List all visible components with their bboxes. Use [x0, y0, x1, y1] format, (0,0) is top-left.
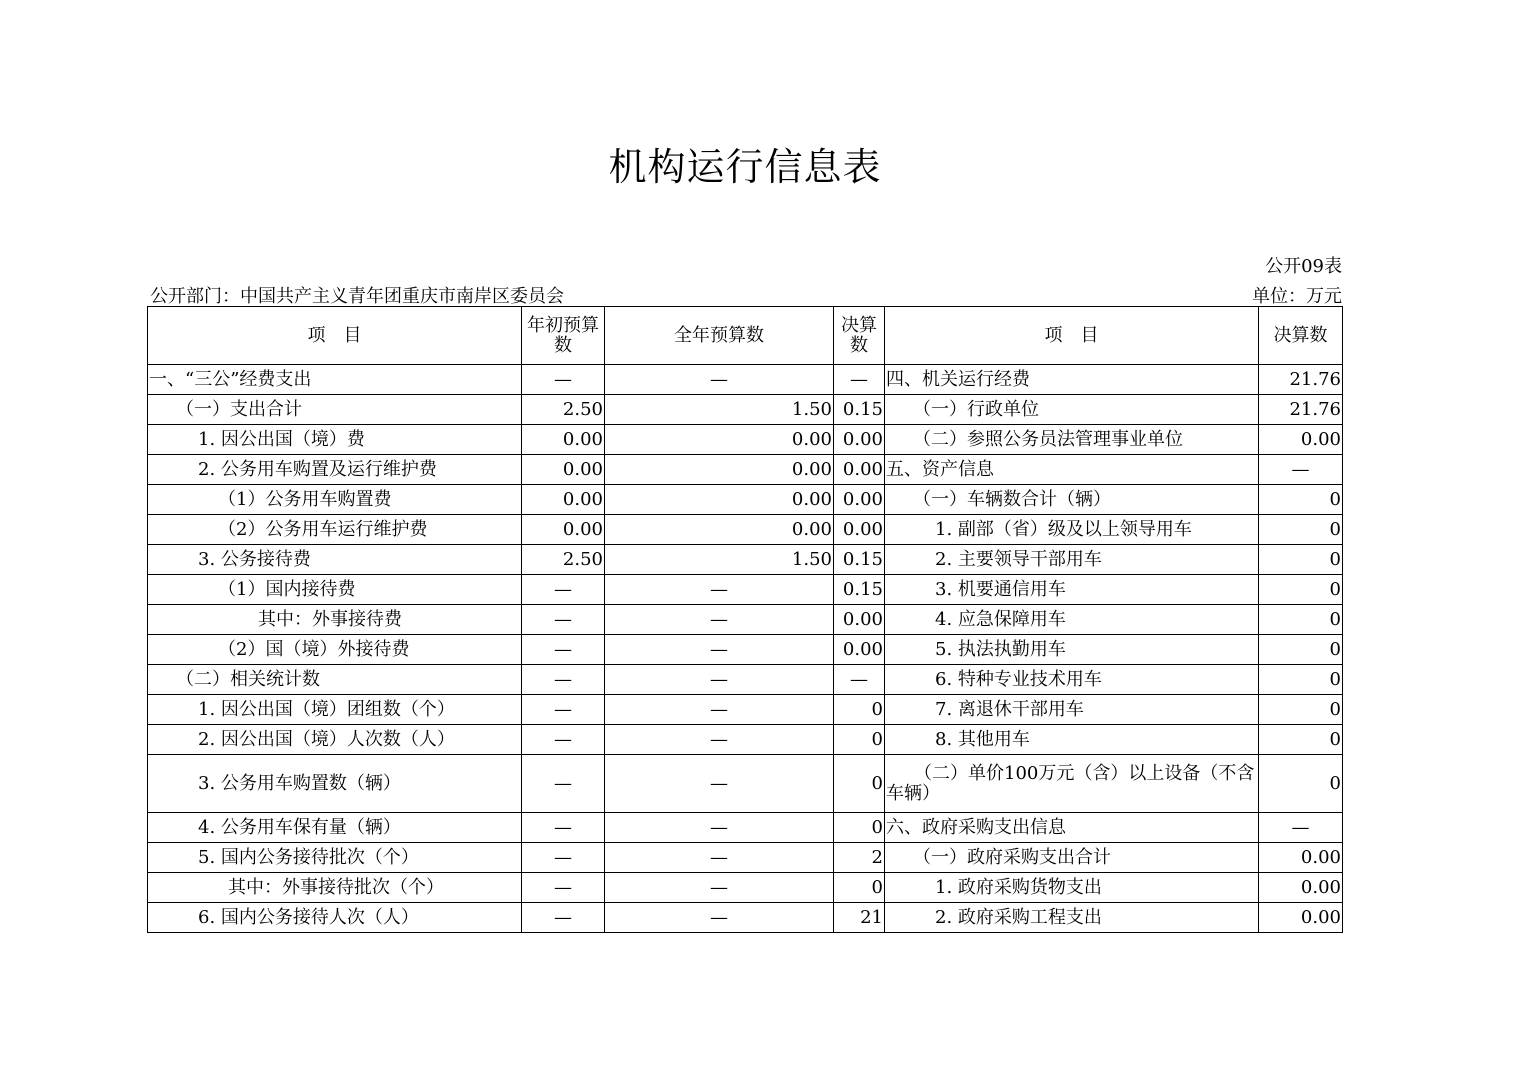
table-row: [148, 395, 1343, 425]
right-row-label: （一）行政单位: [885, 395, 1259, 425]
right-final-cell: 0: [1259, 545, 1343, 575]
initial-budget-cell: —: [522, 873, 605, 903]
final-cell: 0: [834, 755, 885, 813]
right-row-label: 6. 特种专业技术用车: [885, 665, 1259, 695]
right-final-cell: 0.00: [1259, 873, 1343, 903]
row-label: 5. 国内公务接待批次（个）: [148, 843, 522, 873]
right-final-cell: 0: [1259, 695, 1343, 725]
right-final-cell: 0: [1259, 605, 1343, 635]
full-budget-cell: —: [605, 695, 834, 725]
right-row-label: 六、政府采购支出信息: [885, 813, 1259, 843]
row-label: 3. 公务接待费: [148, 545, 522, 575]
full-budget-cell: 1.50: [605, 545, 834, 575]
row-label: 4. 公务用车保有量（辆）: [148, 813, 522, 843]
table-row: [148, 635, 1343, 665]
initial-budget-cell: —: [522, 575, 605, 605]
department-label: 公开部门：中国共产主义青年团重庆市南岸区委员会: [150, 286, 564, 307]
initial-budget-cell: —: [522, 695, 605, 725]
table-row: [148, 755, 1343, 813]
right-final-cell: 0: [1259, 575, 1343, 605]
right-row-label: （二）单价100万元（含）以上设备（不含车辆）: [885, 755, 1259, 813]
unit-label: 单位：万元: [1252, 286, 1342, 307]
full-budget-cell: —: [605, 725, 834, 755]
initial-budget-cell: —: [522, 755, 605, 813]
header-item-left: 项 目: [148, 307, 522, 365]
final-cell: 0: [834, 695, 885, 725]
row-label: 2. 公务用车购置及运行维护费: [148, 455, 522, 485]
right-row-label: 1. 副部（省）级及以上领导用车: [885, 515, 1259, 545]
right-row-label: 1. 政府采购货物支出: [885, 873, 1259, 903]
final-cell: 0.15: [834, 545, 885, 575]
right-row-label: 7. 离退休干部用车: [885, 695, 1259, 725]
row-label: 1. 因公出国（境）团组数（个）: [148, 695, 522, 725]
row-label: （1）国内接待费: [148, 575, 522, 605]
full-budget-cell: —: [605, 575, 834, 605]
row-label: 其中：外事接待批次（个）: [148, 873, 522, 903]
right-row-label: 5. 执法执勤用车: [885, 635, 1259, 665]
right-final-cell: 21.76: [1259, 365, 1343, 395]
initial-budget-cell: 0.00: [522, 425, 605, 455]
header-final-right: 决算数: [1259, 307, 1343, 365]
right-row-label: 8. 其他用车: [885, 725, 1259, 755]
full-budget-cell: —: [605, 635, 834, 665]
final-cell: 0: [834, 813, 885, 843]
header-final-left: 决算数: [834, 307, 885, 365]
initial-budget-cell: 0.00: [522, 515, 605, 545]
initial-budget-cell: —: [522, 903, 605, 933]
final-cell: 0.15: [834, 575, 885, 605]
right-final-cell: —: [1259, 813, 1343, 843]
initial-budget-cell: —: [522, 725, 605, 755]
row-label: 3. 公务用车购置数（辆）: [148, 755, 522, 813]
table-row: [148, 695, 1343, 725]
right-final-cell: 0: [1259, 755, 1343, 813]
full-budget-cell: —: [605, 665, 834, 695]
row-label: 其中：外事接待费: [148, 605, 522, 635]
row-label: 2. 因公出国（境）人次数（人）: [148, 725, 522, 755]
right-final-cell: 0.00: [1259, 903, 1343, 933]
final-cell: 0.00: [834, 605, 885, 635]
full-budget-cell: 0.00: [605, 485, 834, 515]
final-cell: 0.00: [834, 455, 885, 485]
header-initial-budget: 年初预算数: [522, 307, 605, 365]
final-cell: 0: [834, 873, 885, 903]
right-row-label: 2. 主要领导干部用车: [885, 545, 1259, 575]
page-title: 机构运行信息表: [608, 145, 882, 189]
full-budget-cell: —: [605, 755, 834, 813]
initial-budget-cell: —: [522, 843, 605, 873]
header-full-budget: 全年预算数: [605, 307, 834, 365]
row-label: （一）支出合计: [148, 395, 522, 425]
right-final-cell: 0.00: [1259, 843, 1343, 873]
row-label: （二）相关统计数: [148, 665, 522, 695]
final-cell: 0: [834, 725, 885, 755]
row-label: （2）公务用车运行维护费: [148, 515, 522, 545]
table-row: [148, 575, 1343, 605]
full-budget-cell: 0.00: [605, 425, 834, 455]
full-budget-cell: —: [605, 605, 834, 635]
table-row: [148, 605, 1343, 635]
right-row-label: （二）参照公务员法管理事业单位: [885, 425, 1259, 455]
right-row-label: 4. 应急保障用车: [885, 605, 1259, 635]
table-row: [148, 873, 1343, 903]
right-final-cell: 0.00: [1259, 425, 1343, 455]
initial-budget-cell: —: [522, 813, 605, 843]
full-budget-cell: —: [605, 365, 834, 395]
initial-budget-cell: —: [522, 635, 605, 665]
right-final-cell: 0: [1259, 665, 1343, 695]
table-row: [148, 365, 1343, 395]
full-budget-cell: —: [605, 813, 834, 843]
full-budget-cell: 1.50: [605, 395, 834, 425]
right-final-cell: 0: [1259, 635, 1343, 665]
form-number: 公开09表: [1265, 256, 1342, 277]
table-row: [148, 425, 1343, 455]
final-cell: 0.15: [834, 395, 885, 425]
full-budget-cell: —: [605, 843, 834, 873]
table-row: [148, 455, 1343, 485]
row-label: （1）公务用车购置费: [148, 485, 522, 515]
right-row-label: 四、机关运行经费: [885, 365, 1259, 395]
table-row: [148, 665, 1343, 695]
initial-budget-cell: —: [522, 605, 605, 635]
right-final-cell: 0: [1259, 515, 1343, 545]
final-cell: 0.00: [834, 635, 885, 665]
table-row: [148, 813, 1343, 843]
header-item-right: 项 目: [885, 307, 1259, 365]
right-row-label: 2. 政府采购工程支出: [885, 903, 1259, 933]
right-row-label: 五、资产信息: [885, 455, 1259, 485]
row-label: 1. 因公出国（境）费: [148, 425, 522, 455]
initial-budget-cell: 0.00: [522, 485, 605, 515]
right-row-label: （一）车辆数合计（辆）: [885, 485, 1259, 515]
final-cell: 21: [834, 903, 885, 933]
info-table: [147, 306, 1343, 933]
table-row: [148, 545, 1343, 575]
row-label: 一、“三公”经费支出: [148, 365, 522, 395]
initial-budget-cell: —: [522, 665, 605, 695]
right-row-label: 3. 机要通信用车: [885, 575, 1259, 605]
full-budget-cell: 0.00: [605, 515, 834, 545]
right-row-label: （一）政府采购支出合计: [885, 843, 1259, 873]
table-row: [148, 515, 1343, 545]
initial-budget-cell: 2.50: [522, 395, 605, 425]
right-final-cell: 21.76: [1259, 395, 1343, 425]
right-final-cell: 0: [1259, 485, 1343, 515]
initial-budget-cell: 0.00: [522, 455, 605, 485]
initial-budget-cell: 2.50: [522, 545, 605, 575]
full-budget-cell: —: [605, 873, 834, 903]
table-row: [148, 485, 1343, 515]
right-final-cell: 0: [1259, 725, 1343, 755]
final-cell: —: [834, 365, 885, 395]
table-header-row: [148, 307, 1343, 365]
final-cell: 0.00: [834, 425, 885, 455]
table-row: [148, 843, 1343, 873]
final-cell: 0.00: [834, 515, 885, 545]
table-row: [148, 725, 1343, 755]
row-label: 6. 国内公务接待人次（人）: [148, 903, 522, 933]
final-cell: 0.00: [834, 485, 885, 515]
right-final-cell: —: [1259, 455, 1343, 485]
full-budget-cell: —: [605, 903, 834, 933]
initial-budget-cell: —: [522, 365, 605, 395]
full-budget-cell: 0.00: [605, 455, 834, 485]
final-cell: —: [834, 665, 885, 695]
table-row: [148, 903, 1343, 933]
row-label: （2）国（境）外接待费: [148, 635, 522, 665]
final-cell: 2: [834, 843, 885, 873]
